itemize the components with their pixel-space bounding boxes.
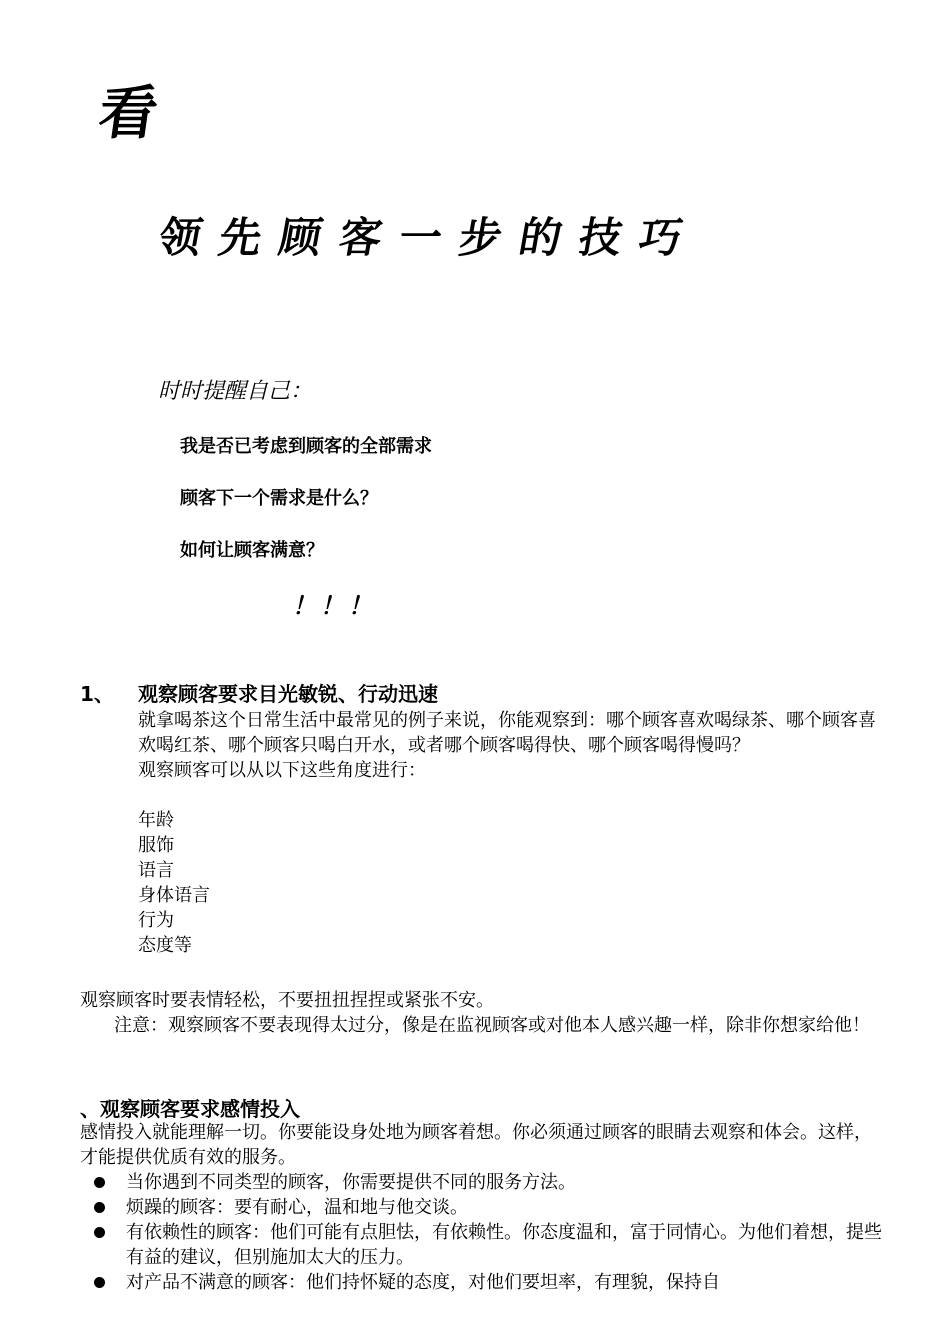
list-item: 态度等 [138, 935, 192, 956]
list-item [90, 1220, 886, 1270]
list-item: 服饰 [138, 835, 174, 856]
list-item [90, 1270, 886, 1295]
reminder-question: 如何让顾客满意？ [180, 540, 324, 561]
list-item-text: 烦躁的顾客：要有耐心，温和地与他交谈。 [126, 1197, 468, 1218]
list-item: 行为 [138, 910, 174, 931]
angles-list [138, 808, 210, 958]
section-title: 观察顾客要求目光敏锐、行动迅速 [138, 682, 438, 706]
list-item: 年龄 [138, 810, 174, 831]
bullet-list [90, 1170, 886, 1295]
section-number: 1、 [80, 682, 114, 706]
list-item [90, 1195, 886, 1220]
bullet-icon [94, 1202, 105, 1213]
list-item: 身体语言 [138, 885, 210, 906]
exclamation-marks: ！！！ [292, 591, 376, 620]
observation-note: 观察顾客时要表情轻松，不要扭扭捏捏或紧张不安。 [80, 990, 494, 1011]
list-item [90, 1170, 886, 1195]
section-title: 、观察顾客要求感情投入 [80, 1097, 300, 1121]
list-item: 语言 [138, 860, 174, 881]
reminder-question: 顾客下一个需求是什么？ [180, 488, 378, 509]
list-item-text: 对产品不满意的顾客：他们持怀疑的态度，对他们要坦率，有理貌，保持自 [126, 1272, 720, 1293]
section-paragraph-text: 就拿喝茶这个日常生活中最常见的例子来说，你能观察到：哪个顾客喜欢喝绿茶、哪个顾客喜欢喝红茶、哪个顾客只喝白开水，或者哪个顾客喝得快、哪个顾客喝得慢吗？ [138, 710, 876, 756]
bullet-icon [94, 1177, 105, 1188]
attention-note: 注意：观察顾客不要表现得太过分，像是在监视顾客或对他本人感兴趣一样，除非你想家给他！ [114, 1015, 870, 1036]
bullet-icon [94, 1277, 105, 1288]
reminder-heading: 时时提醒自己： [158, 379, 313, 404]
angles-intro: 观察顾客可以从以下这些角度进行： [138, 760, 426, 781]
list-item-text: 当你遇到不同类型的顾客，你需要提供不同的服务方法。 [126, 1172, 576, 1193]
section-paragraph [138, 708, 878, 783]
header-char: 看 [94, 79, 163, 147]
section-paragraph: 感情投入就能理解一切。你要能设身处地为顾客着想。你必须通过顾客的眼睛去观察和体会。这样，才能提供优质有效的服务。 [80, 1122, 872, 1168]
bullet-icon [94, 1227, 105, 1238]
page-title: 领先顾客一步的技巧 [155, 213, 704, 262]
list-item-text: 有依赖性的顾客：他们可能有点胆怯，有依赖性。你态度温和，富于同情心。为他们着想，提些有益的建议，但别施加太大的压力。 [126, 1222, 882, 1268]
reminder-question: 我是否已考虑到顾客的全部需求 [180, 436, 432, 457]
